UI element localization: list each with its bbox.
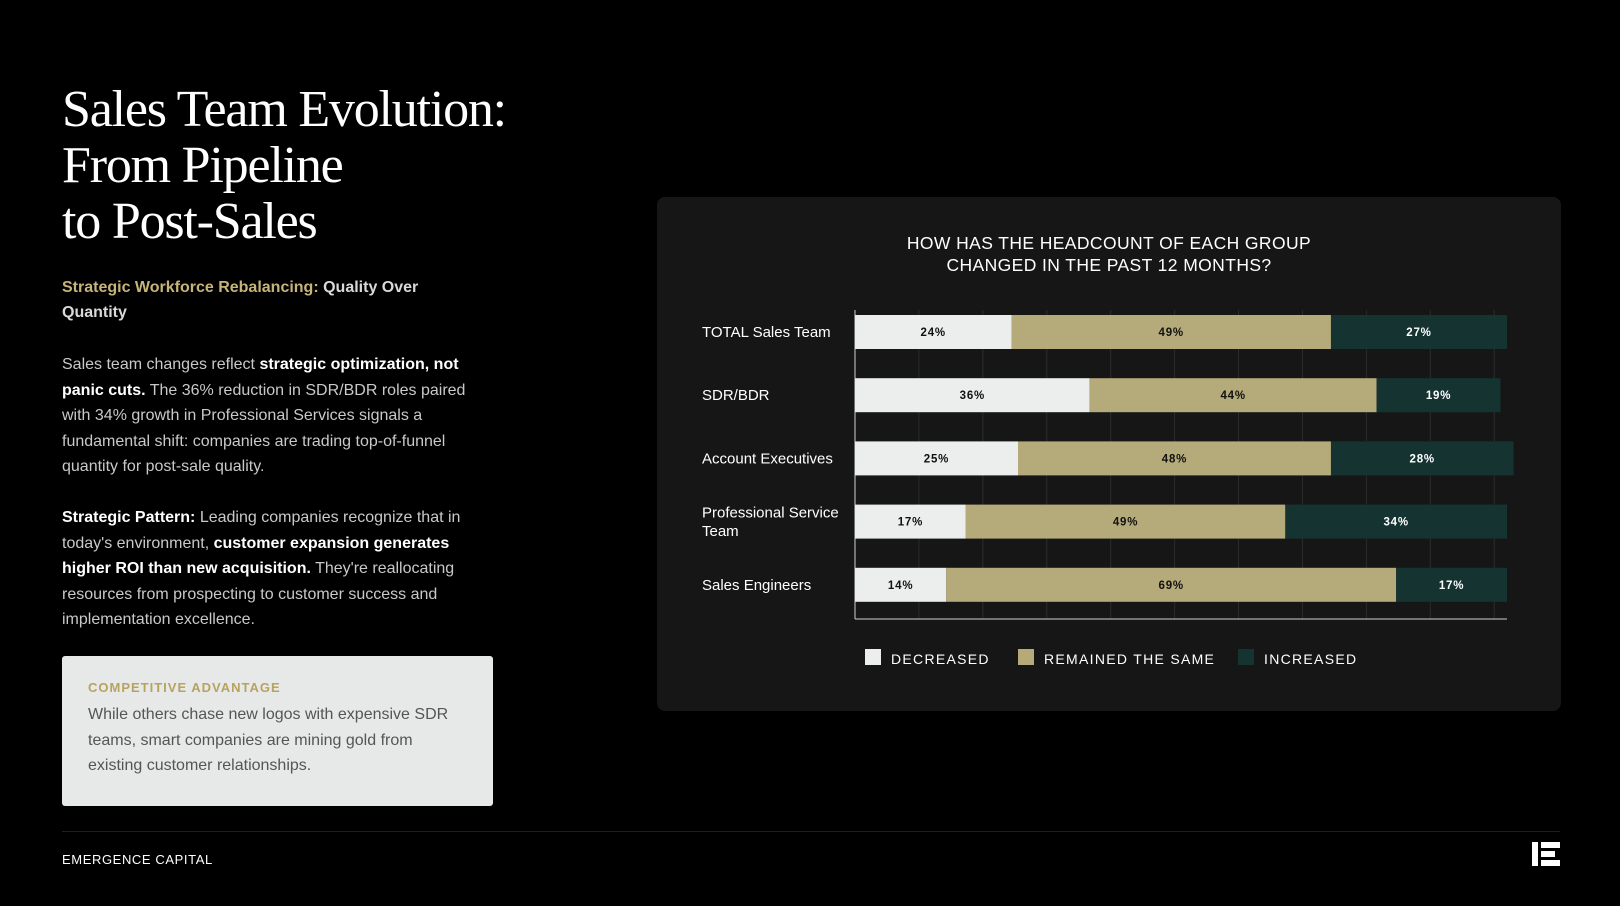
body-paragraph-2	[62, 505, 487, 633]
callout-heading: COMPETITIVE ADVANTAGE	[88, 680, 281, 695]
para1-text-1: Sales team changes reflect	[62, 356, 260, 373]
legend-swatch	[865, 649, 881, 665]
legend-label: REMAINED THE SAME	[1044, 651, 1216, 667]
emergence-capital-logo-icon	[1532, 840, 1562, 868]
para2-text-1: Leading companies recognize that in today's environment,	[62, 509, 461, 552]
chart-title-line-2: CHANGED IN THE PAST 12 MONTHS?	[946, 255, 1272, 275]
footer-brand: EMERGENCE CAPITAL	[62, 852, 213, 867]
para2-bold-1: Strategic Pattern:	[62, 509, 196, 526]
bar-value-label: 49%	[1112, 516, 1139, 529]
para2-bold-2: customer expansion generates higher ROI than new acquisition.	[62, 534, 450, 577]
category-label: Professional Service Team	[702, 504, 839, 540]
page-title	[62, 82, 582, 250]
legend-swatch	[1018, 649, 1034, 665]
bar-value-label: 17%	[1438, 579, 1465, 592]
bar-value-label: 14%	[887, 579, 914, 592]
footer-divider	[62, 831, 1560, 832]
bar-value-label: 36%	[959, 390, 986, 403]
category-label: Sales Engineers	[702, 576, 812, 594]
chart-title-line-1: HOW HAS THE HEADCOUNT OF EACH GROUP	[906, 233, 1312, 253]
para1-bold-1: strategic optimization, not panic cuts.	[62, 356, 459, 399]
body-paragraph-1	[62, 352, 487, 480]
bar-value-label: 49%	[1158, 327, 1184, 339]
headcount-chart	[657, 197, 1561, 711]
bar-value-label: 19%	[1425, 390, 1452, 403]
bar-value-label: 34%	[1383, 516, 1409, 529]
subtitle-rest: Quality Over Quantity	[62, 279, 419, 321]
title-line-2: From Pipeline	[62, 137, 343, 194]
category-label: SDR/BDR	[702, 387, 770, 405]
bar-value-label: 69%	[1158, 579, 1184, 592]
legend-label: DECREASED	[891, 651, 990, 667]
bar-value-label: 25%	[923, 453, 950, 466]
para2-text-2: They're reallocating resources from prospecting to customer success and implementation excellence.	[62, 560, 455, 628]
bar-value-label: 27%	[1406, 327, 1432, 339]
category-label: TOTAL Sales Team	[702, 324, 831, 341]
bar-value-label: 24%	[920, 327, 946, 339]
legend-label: INCREASED	[1264, 651, 1358, 667]
title-line-1: Sales Team Evolution:	[62, 81, 506, 138]
competitive-advantage-callout	[62, 656, 493, 806]
bar-value-label: 17%	[897, 516, 924, 529]
category-label: Account Executives	[702, 450, 833, 468]
callout-body: While others chase new logos with expensive SDR teams, smart companies are mining gold from existing customer relationships.	[88, 706, 449, 774]
bar-value-label: 28%	[1409, 453, 1435, 466]
subtitle	[62, 275, 462, 325]
subtitle-highlight: Strategic Workforce Rebalancing:	[62, 279, 319, 296]
chart-panel	[657, 197, 1561, 711]
legend-swatch	[1238, 649, 1254, 665]
bar-value-label: 44%	[1220, 390, 1246, 403]
bar-value-label: 48%	[1161, 453, 1188, 466]
title-line-3: to Post-Sales	[62, 193, 317, 250]
para1-text-2: The 36% reduction in SDR/BDR roles paired with 34% growth in Professional Services signals a fundamental shift: companies are trading top-of-funnel quantity for post-sale quality.	[62, 381, 466, 475]
